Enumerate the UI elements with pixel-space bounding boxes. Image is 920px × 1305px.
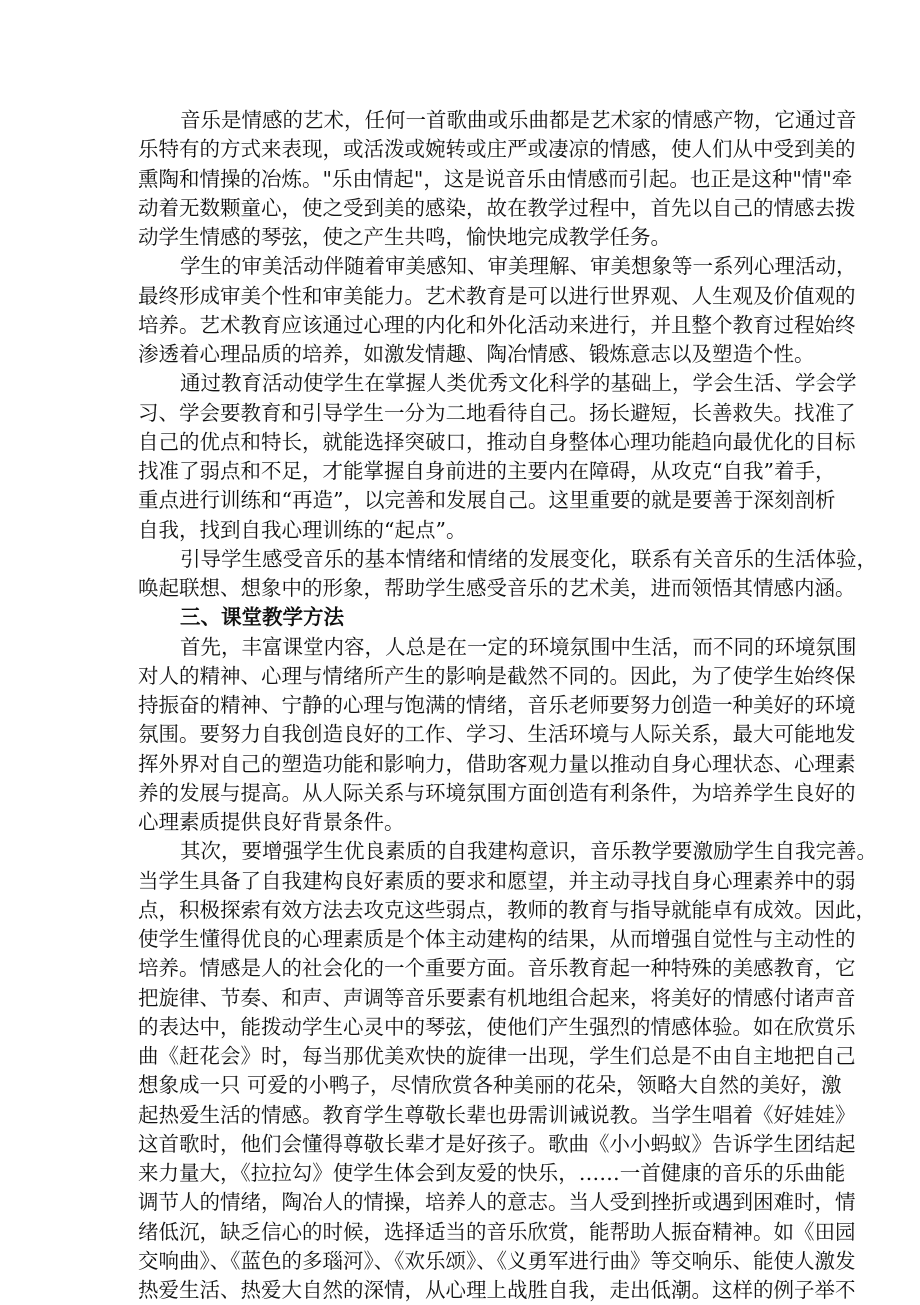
text-line: 学生的审美活动伴随着审美感知、审美理解、审美想象等一系列心理活动， [180,254,857,279]
text-line: 的表达中，能拨动学生心灵中的琴弦，使他们产生强烈的情感体验。如在欣赏乐 [138,1014,856,1039]
text-line: 这首歌时，他们会懂得尊敬长辈才是好孩子。歌曲《小小蚂蚁》告诉学生团结起 [138,1131,856,1156]
paragraph [138,837,877,1305]
text-line: 其次，要增强学生优良素质的自我建构意识，音乐教学要激励学生自我完善。 [180,839,877,864]
text-line: 最终形成审美个性和审美能力。艺术教育是可以进行世界观、人生观及价值观的 [138,283,856,308]
paragraph [138,369,857,545]
document-body [138,106,877,1305]
text-line: 习、学会要教育和引导学生一分为二地看待自己。扬长避短，长善救失。找准了 [138,400,856,425]
text-line: 重点进行训练和“再造”，以完善和发展自己。这里重要的就是要善于深刻剖析 [138,488,836,513]
text-line: 渗透着心理品质的培养，如激发情趣、陶冶情感、锻炼意志以及塑造个性。 [138,342,815,366]
text-line: 把旋律、节奏、和声、声调等音乐要素有机地组合起来，将美好的情感付诸声音 [138,985,856,1010]
text-line: 音乐是情感的艺术，任何一首歌曲或乐曲都是艺术家的情感产物，它通过音 [180,108,857,132]
text-line: 通过教育活动使学生在掌握人类优秀文化科学的基础上，学会生活、学会学 [180,371,857,396]
paragraph [138,545,877,604]
text-line: 对人的精神、心理与情绪所产生的影响是截然不同的。因此，为了使学生始终保 [138,663,856,688]
paragraph [138,633,857,838]
text-line: 自己的优点和特长，就能选择突破口，推动自身整体心理功能趋向最优化的目标 [138,429,856,454]
text-line: 使学生懂得优良的心理素质是个体主动建构的结果，从而增强自觉性与主动性的 [138,927,856,951]
text-line: 曲《赶花会》时，每当那优美欢快的旋律一出现，学生们总是不由自主地把自己 [138,1044,856,1068]
text-line: 乐特有的方式来表现，或活泼或婉转或庄严或凄凉的情感，使人们从中受到美的 [138,137,856,162]
text-line: 点，积极探索有效方法去攻克这些弱点，教师的教育与指导就能卓有成效。因此， [138,897,876,922]
text-line: 想象成一只 可爱的小鸭子，尽情欣赏各种美丽的花朵，领略大自然的美好，激 [138,1073,842,1098]
text-line: 起热爱生活的情感。教育学生尊敬长辈也毋需训诫说教。当学生唱着《好娃娃》 [138,1102,856,1127]
text-line: 调节人的情绪，陶冶人的情操，培养人的意志。当人受到挫折或遇到困难时，情 [138,1190,856,1215]
text-line: 培养。艺术教育应该通过心理的内化和外化活动来进行，并且整个教育过程始终 [138,312,856,337]
text-line: 培养。情感是人的社会化的一个重要方面。音乐教育起一种特殊的美感教育，它 [138,956,856,981]
text-line: 持振奋的精神、宁静的心理与饱满的情绪，音乐老师要努力创造一种美好的环境 [138,693,856,717]
text-line: 交响曲》、《蓝色的多瑙河》、《欢乐颂》、《义勇军进行曲》等交响乐、能使人激发 [138,1248,856,1273]
text-line: 来力量大，《拉拉勾》使学生体会到友爱的快乐，……一首健康的音乐的乐曲能 [138,1161,846,1185]
text-line: 动着无数颗童心，使之受到美的感染，故在教学过程中，首先以自己的情感去拨 [138,195,856,220]
text-line: 心理素质提供良好背景条件。 [138,810,405,834]
text-line: 找准了弱点和不足，才能掌握自身前进的主要内在障碍，从攻克“自我”着手， [138,459,836,483]
text-line: 动学生情感的琴弦，使之产生共鸣，愉快地完成教学任务。 [138,225,671,249]
text-line: 三、课堂教学方法 [180,605,344,630]
text-line: 氛围。要努力自我创造良好的工作、学习、生活环境与人际关系，最大可能地发 [138,722,856,747]
text-line: 首先，丰富课堂内容，人总是在一定的环境氛围中生活，而不同的环境氛围 [180,634,857,659]
section-heading [138,603,786,632]
text-line: 自我，找到自我心理训练的“起点”。 [138,517,467,542]
text-line: 引导学生感受音乐的基本情绪和情绪的发展变化，联系有关音乐的生活体验， [180,546,877,571]
text-line: 熏陶和情操的冶炼。"乐由情起"，这是说音乐由情感而引起。也正是这种"情"牵 [138,166,853,191]
text-line: 唤起联想、想象中的形象，帮助学生感受音乐的艺术美，进而领悟其情感内涵。 [138,576,856,600]
text-line: 热爱生活、热爱大自然的深情，从心理上战胜自我，走出低潮。这样的例子举不 [138,1278,856,1302]
text-line: 养的发展与提高。从人际关系与环境氛围方面创造有利条件，为培养学生良好的 [138,780,856,805]
text-line: 挥外界对自己的塑造功能和影响力，借助客观力量以推动自身心理状态、心理素 [138,751,856,776]
text-line: 当学生具备了自我建构良好素质的要求和愿望，并主动寻找自身心理素养中的弱 [138,868,856,893]
text-line: 绪低沉，缺乏信心的时候，选择适当的音乐欣赏，能帮助人振奋精神。如《田园 [138,1219,856,1244]
paragraph [138,252,857,369]
paragraph [138,106,857,252]
